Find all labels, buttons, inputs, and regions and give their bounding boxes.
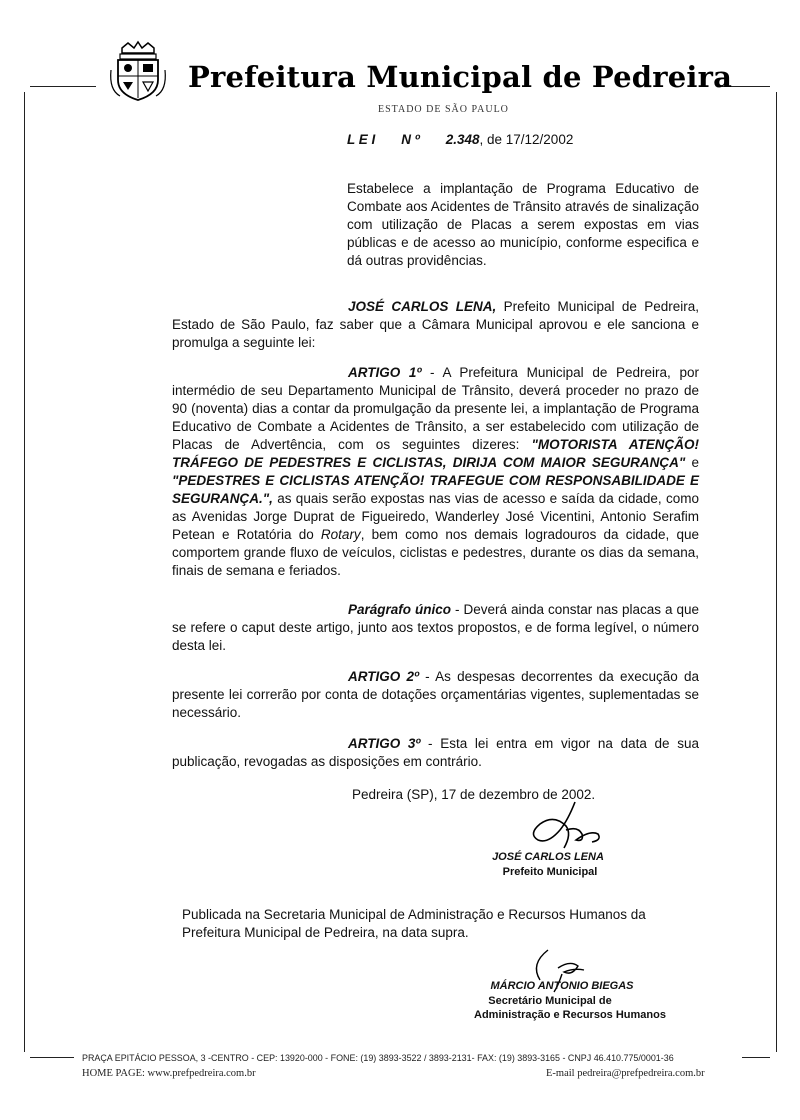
law-heading	[347, 132, 573, 147]
article-1-text-b: as quais serão expostas nas vias de acesso e saída da cidade, como as Avenidas Jorge Duprat de Figueiredo, Wanderley José Vicentini, Antonio Serafim Petean e Rotatória do	[172, 491, 699, 542]
article-3	[172, 735, 699, 771]
frame-left-line	[24, 92, 25, 1052]
law-summary: Estabelece a implantação de Programa Educativo de Combate aos Acidentes de Trânsito através de sinalização com utilização de Placas a serem expostas em vias públicas e de acesso ao município, conforme especifica e dá outras providências.	[347, 181, 699, 268]
article-2-label: ARTIGO 2º	[348, 669, 419, 684]
secretary-role-1: Secretário Municipal de	[488, 995, 612, 1007]
preamble	[172, 298, 699, 352]
article-1-text-a: - A Prefeitura Municipal de Pedreira, por intermédio de seu Departamento Municipal de Trânsito, deverá proceder no prazo de 90 (noventa) dias a contar da promulgação da presente lei, a implantação de Programa Educativo de Combate a Acidentes de Trânsito, a ser estabelecido com utilização de Placas de Advertência, com os seguintes dizeres:	[172, 365, 699, 452]
article-1-rotary: Rotary	[320, 527, 361, 542]
sole-paragraph-label: Parágrafo único	[348, 602, 452, 617]
footer-email: E-mail pedreira@prefpedreira.com.br	[546, 1068, 705, 1079]
law-number: 2.348	[445, 132, 480, 147]
article-1	[172, 364, 699, 580]
signing-date: Pedreira (SP), 17 de dezembro de 2002.	[352, 787, 596, 802]
state-subtitle: ESTADO DE SÃO PAULO	[378, 104, 509, 115]
article-1-conj: e	[685, 455, 699, 470]
frame-top-left-line	[30, 86, 96, 87]
page-title: Prefeitura Municipal de Pedreira	[188, 60, 733, 94]
law-label: L E I	[347, 132, 376, 147]
secretary-name: MÁRCIO ANTONIO BIEGAS	[490, 980, 634, 992]
footer-address: PRAÇA EPITÁCIO PESSOA, 3 -CENTRO - CEP: 13920-000 - FONE: (19) 3893-3522 / 3893-2131- FAX: (19) 3893-3165 - CNPJ 46.410.775/0001-36	[82, 1053, 674, 1064]
mayor-role: Prefeito Municipal	[502, 866, 598, 878]
secretary-role-2: Administração e Recursos Humanos	[474, 1009, 666, 1021]
law-number-label: N º	[401, 132, 420, 147]
article-1-text-c: , bem como nos demais logradouros da cidade, que comportem grande fluxo de veículos, ciclistas e pedestres, durante os dias da semana, finais de semana e feriados.	[172, 527, 700, 578]
sole-paragraph-text: - Deverá ainda constar nas placas a que se refere o caput deste artigo, junto aos textos propostos, e de forma legível, o número desta lei.	[172, 602, 699, 653]
mayor-name-signature: JOSÉ CARLOS LENA	[492, 851, 604, 863]
article-1-label: ARTIGO 1º	[348, 365, 422, 380]
article-3-label: ARTIGO 3º	[348, 736, 421, 751]
preamble-text: Prefeito Municipal de Pedreira, Estado de São Paulo, faz saber que a Câmara Municipal aprovou e ele sanciona e promulga a seguinte lei:	[172, 299, 699, 350]
law-date: , de 17/12/2002	[479, 132, 574, 147]
frame-bottom-right-line	[742, 1057, 770, 1058]
article-3-text: - Esta lei entra em vigor na data de sua publicação, revogadas as disposições em contrário.	[172, 736, 699, 769]
article-2	[172, 668, 699, 722]
article-2-text: - As despesas decorrentes da execução da presente lei correrão por conta de dotações orçamentárias vigentes, suplementadas se necessário.	[172, 669, 699, 720]
footer-homepage: HOME PAGE: www.prefpedreira.com.br	[82, 1068, 256, 1079]
mayor-name: JOSÉ CARLOS LENA,	[348, 299, 497, 314]
publication-note: Publicada na Secretaria Municipal de Administração e Recursos Humanos da Prefeitura Municipal de Pedreira, na data supra.	[182, 907, 646, 940]
frame-bottom-left-line	[30, 1057, 74, 1058]
article-1-quote-2: "PEDESTRES E CICLISTAS ATENÇÃO! TRAFEGUE COM RESPONSABILIDADE E SEGURANÇA.",	[172, 473, 699, 506]
frame-right-line	[776, 92, 777, 1052]
article-1-quote-1: "MOTORISTA ATENÇÃO! TRÁFEGO DE PEDESTRES E CICLISTAS, DIRIJA COM MAIOR SEGURANÇA"	[172, 437, 699, 470]
sole-paragraph	[172, 601, 699, 655]
coat-of-arms-icon	[108, 40, 168, 102]
